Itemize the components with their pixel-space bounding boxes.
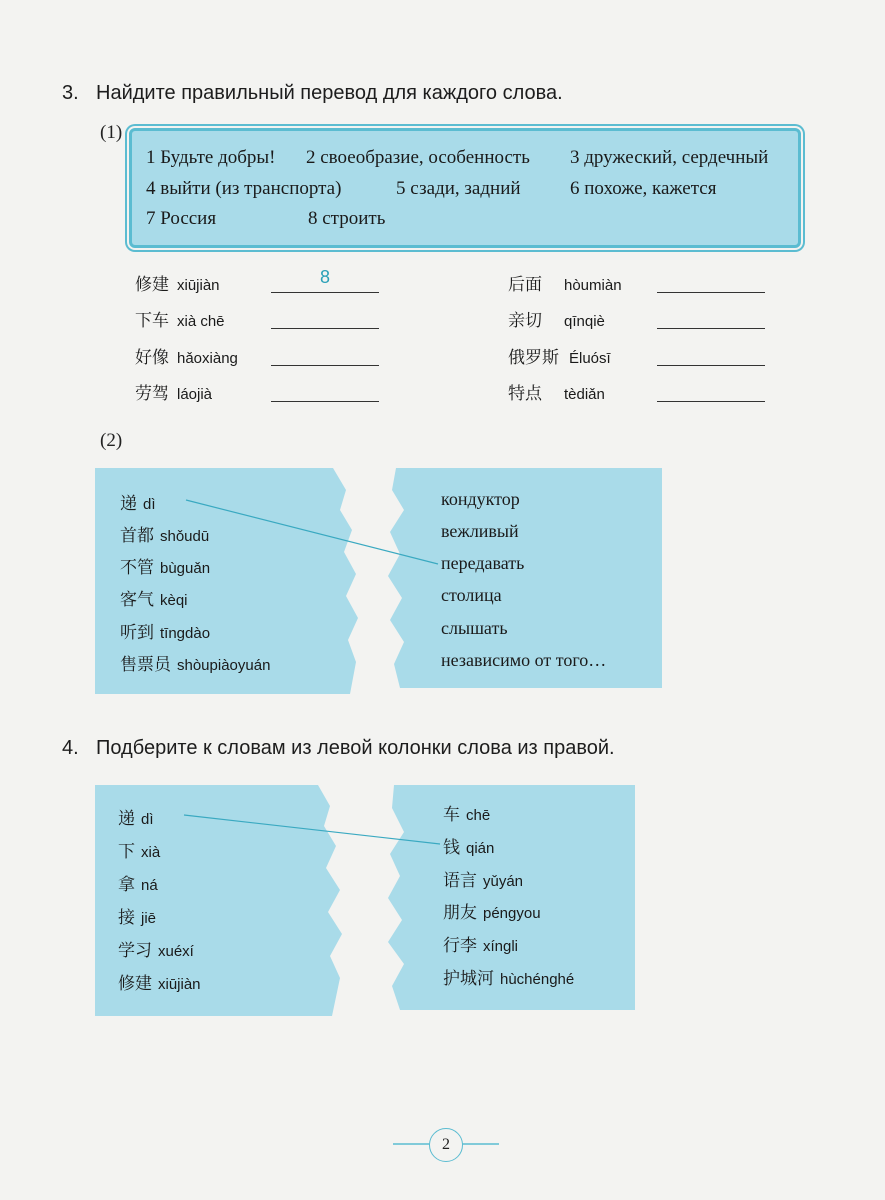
option-3: 3 дружеский, сердечный (570, 147, 769, 168)
option-1: 1 Будьте добры! (146, 147, 276, 168)
option-4: 4 выйти (из транспорта) (146, 178, 342, 199)
vocab-left-1: 修建 xiūjiàn (135, 275, 220, 295)
vocab-right-1: 后面 hòumiàn (508, 275, 622, 295)
vocab-left-4: 劳驾 láojià (135, 384, 213, 404)
ex3-left-item-1[interactable]: 递 dì (120, 494, 156, 514)
ex3-left-item-5[interactable]: 听到 tīngdào (120, 623, 211, 643)
vocab-right-3: 俄罗斯 Éluósī (508, 348, 611, 368)
answer-value: 8 (319, 267, 330, 287)
ex4-left-item-2[interactable]: 下 xià (118, 842, 161, 862)
ex4-right-item-3[interactable]: 语言 yǔyán (443, 871, 524, 891)
exercise-4-title: Подберите к словам из левой колонки слова из правой. (96, 737, 615, 759)
ex3-right-item-2[interactable]: вежливый (441, 521, 519, 541)
ex3-right-item-3[interactable]: передавать (441, 553, 525, 573)
ex4-right-item-4[interactable]: 朋友 péngyou (443, 903, 541, 923)
ex4-right-item-6[interactable]: 护城河 hùchénghé (443, 969, 575, 989)
ex3-right-item-4[interactable]: столица (441, 585, 502, 605)
option-5: 5 сзади, задний (396, 178, 521, 199)
ex4-left-item-4[interactable]: 接 jiē (118, 908, 157, 928)
ex3-right-item-6[interactable]: независимо от того… (441, 650, 607, 670)
ex3-left-item-4[interactable]: 客气 kèqi (120, 590, 188, 610)
page-number: 2 (429, 1128, 463, 1162)
vocab-left-2: 下车 xià chē (135, 311, 225, 331)
ex3-right-item-1[interactable]: кондуктор (441, 489, 520, 509)
ex3-left-item-6[interactable]: 售票员 shòupiàoyuán (120, 655, 271, 675)
part-2-label: (2) (100, 430, 123, 451)
ex4-left-item-1[interactable]: 递 dì (118, 809, 154, 829)
vocab-left-3: 好像 hǎoxiàng (135, 348, 238, 368)
vocab-right-4: 特点 tèdiǎn (508, 384, 605, 404)
ex4-left-item-3[interactable]: 拿 ná (118, 875, 158, 895)
ex4-right-item-1[interactable]: 车 chē (443, 805, 491, 825)
ex3-right-item-5[interactable]: слышать (441, 618, 508, 638)
vocab-right-2: 亲切 qīnqiè (508, 311, 605, 331)
ex4-left-item-5[interactable]: 学习 xuéxí (118, 941, 194, 961)
exercise-3-title: Найдите правильный перевод для каждого слова. (96, 82, 563, 104)
ex3-left-item-2[interactable]: 首都 shǒudū (120, 526, 210, 546)
ex4-right-item-5[interactable]: 行李 xíngli (443, 936, 519, 956)
ex3-left-item-3[interactable]: 不管 bùguǎn (120, 558, 211, 578)
part-1-label: (1) (100, 122, 123, 143)
exercise-3-number: 3. (62, 82, 79, 104)
ex4-right-item-2[interactable]: 钱 qián (443, 838, 495, 858)
option-8: 8 строить (308, 208, 386, 229)
exercise-4-number: 4. (62, 737, 79, 759)
option-7: 7 Россия (146, 208, 217, 229)
exercise-4-heading (62, 737, 615, 760)
ex4-left-item-6[interactable]: 修建 xiūjiàn (118, 974, 201, 994)
option-2: 2 своеобразие, особенность (306, 147, 530, 168)
option-6: 6 похоже, кажется (570, 178, 717, 199)
